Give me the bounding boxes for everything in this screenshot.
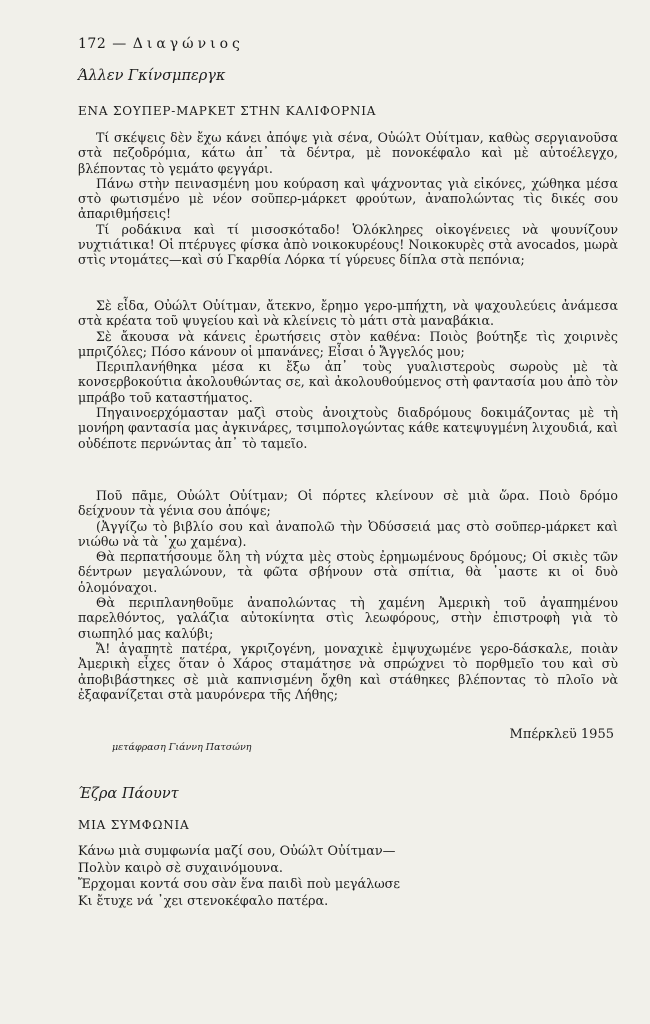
running-title: Διαγώνιος [132, 36, 244, 52]
poem1-stanza-2 [78, 298, 618, 451]
poem1-author: Άλλεν Γκίνσμπεργκ [78, 68, 226, 84]
poem2-title: ΜΙΑ ΣΥΜΦΩΝΙΑ [78, 818, 190, 832]
poem1-stanza-1 [78, 130, 618, 268]
header-separator: — [112, 36, 127, 52]
paragraph: Τί ροδάκινα καὶ τί μισοσκόταδο! Ὁλόκληρες οἰκογένειες νὰ ψουνίζουν νυχτιάτικα! Οἱ πτέρυγες φίσκα ἀπὸ νοικοκυρέους! Νοικοκυρὲς στὰ avocados, μωρὰ στὶς ντομάτες—καὶ σύ Γκαρθία Λόρκα τί γύρευες δίπλα στὰ πεπόνια; [78, 221, 618, 268]
paragraph: Τί σκέψεις δὲν ἔχω κάνει ἀπόψε γιὰ σένα, Οὐώλτ Οὐίτμαν, καθὼς σεργιανοῦσα στὰ πεζοδρόμια, κάτω ἀπ᾽ τὰ δέντρα, μὲ πονοκέφαλο καὶ μὲ αὐτοέλεγχο, βλέποντας τὸ γεμάτο φεγγάρι. [78, 130, 618, 176]
paragraph: Ποῦ πᾶμε, Οὐώλτ Οὐίτμαν; Οἱ πόρτες κλείνουν σὲ μιὰ ὥρα. Ποιὸ δρόμο δείχνουν τὰ γένια σου ἀπόψε; [78, 488, 618, 519]
paragraph: Θὰ περιπλανηθοῦμε ἀναπολώντας τὴ χαμένη Ἀμερικὴ τοῦ ἀγαπημένου παρελθόντος, γαλάζια αὐτοκίνητα στὶς λεωφόρους, στὴν ἐπιστροφὴ γιὰ τὸ σιωπηλό μας καλύβι; [78, 595, 618, 641]
poem1-title: ΕΝΑ ΣΟΥΠΕΡ-ΜΑΡΚΕΤ ΣΤΗΝ ΚΑΛΙΦΟΡΝΙΑ [78, 104, 377, 118]
verse-line: Κι ἔτυχε νά ᾽χει στενοκέφαλο πατέρα. [78, 893, 329, 909]
page-header [78, 36, 618, 52]
paragraph: Πάνω στὴν πεινασμένη μου κούραση καὶ ψάχνοντας γιὰ εἰκόνες, χώθηκα μέσα στὸ φωτισμένο μὲ νέον σοῦπερ-μάρκετ φρούτων, ἀναπολώντας τὶς δικές σου ἀπαριθμήσεις! [78, 175, 618, 222]
verse-line: Ἔρχομαι κοντά σου σὰν ἕνα παιδὶ ποὺ μεγάλωσε [78, 877, 401, 892]
paragraph: Ἄ! ἀγαπητὲ πατέρα, γκριζογένη, μοναχικὲ ἐμψυχωμένε γερο-δάσκαλε, ποιὰν Ἀμερικὴ εἶχες ὅταν ὁ Χάρος σταμάτησε νὰ σπρώχνει τὸ πορθμεῖο του καὶ σὺ ἀποβιβάστηκες σὲ μιὰ καπνισμένη ὄχθη καὶ στάθηκες βλέποντας τὸ πλοῖο νὰ ἐξαφανίζεται στὰ μαυρόνερα τῆς Λήθης; [78, 640, 618, 702]
poem2-author: Έζρα Πάουντ [78, 786, 179, 802]
verse-line: Πολὺν καιρὸ σὲ συχαινόμουνα. [78, 860, 283, 876]
paragraph: Σὲ ἄκουσα νὰ κάνεις ἐρωτήσεις στὸν καθένα: Ποιὸς βούτηξε τὶς χοιρινὲς μπριζόλες; Πόσο κάνουν οἱ μπανάνες; Εἶσαι ὁ Ἄγγελός μου; [78, 328, 618, 359]
poem1-translator: μετάφραση Γιάννη Πατσώνη [112, 742, 252, 753]
paragraph: Σὲ εἶδα, Οὐώλτ Οὐίτμαν, ἄτεκνο, ἔρημο γερο-μπήχτη, νὰ ψαχουλεύεις ἀνάμεσα στὰ κρέατα τοῦ ψυγείου καὶ νὰ κλείνεις τὸ μάτι στὰ μαναβάκια. [78, 298, 618, 329]
verse-line: Κάνω μιὰ συμφωνία μαζί σου, Οὐώλτ Οὐίτμαν— [78, 844, 396, 859]
poem1-place-date: Μπέρκλεϋ 1955 [509, 727, 614, 742]
poem2-verse [78, 844, 618, 910]
paragraph: Περιπλανήθηκα μέσα κι ἔξω ἀπ᾽ τοὺς γυαλιστεροὺς σωροὺς μὲ τὰ κονσερβοκούτια ἀκολουθώντας σε, καὶ ἀκολουθούμενος στὴ φαντασία μου ἀπὸ τὸν μπράβο τοῦ καταστήματος. [78, 359, 618, 405]
paragraph: Πηγαινοερχόμασταν μαζὶ στοὺς ἀνοιχτοὺς διαδρόμους δοκιμάζοντας μὲ τὴ μονήρη φαντασία μας ἀγκινάρες, τσιμπολογώντας κάθε κατεψυγμένη λιχουδιά, καὶ οὐδέποτε περνώντας ἀπ᾽ τὸ ταμεῖο. [78, 405, 618, 451]
paragraph: Θὰ περπατήσουμε ὅλη τὴ νύχτα μὲς στοὺς ἐρημωμένους δρόμους; Οἱ σκιὲς τῶν δέντρων μεγαλώνουν, τὰ φῶτα σβήνουν στὰ σπίτια, θὰ ᾽μαστε κι οἱ δυὸ ὁλομόναχοι. [78, 549, 618, 595]
page-number: 172 [78, 36, 107, 52]
paragraph: (Ἀγγίζω τὸ βιβλίο σου καὶ ἀναπολῶ τὴν Ὀδύσσειά μας στὸ σοῦπερ-μάρκετ καὶ νιώθω νὰ τὰ ᾽χω χαμένα). [78, 518, 618, 549]
poem1-stanza-3 [78, 488, 618, 702]
